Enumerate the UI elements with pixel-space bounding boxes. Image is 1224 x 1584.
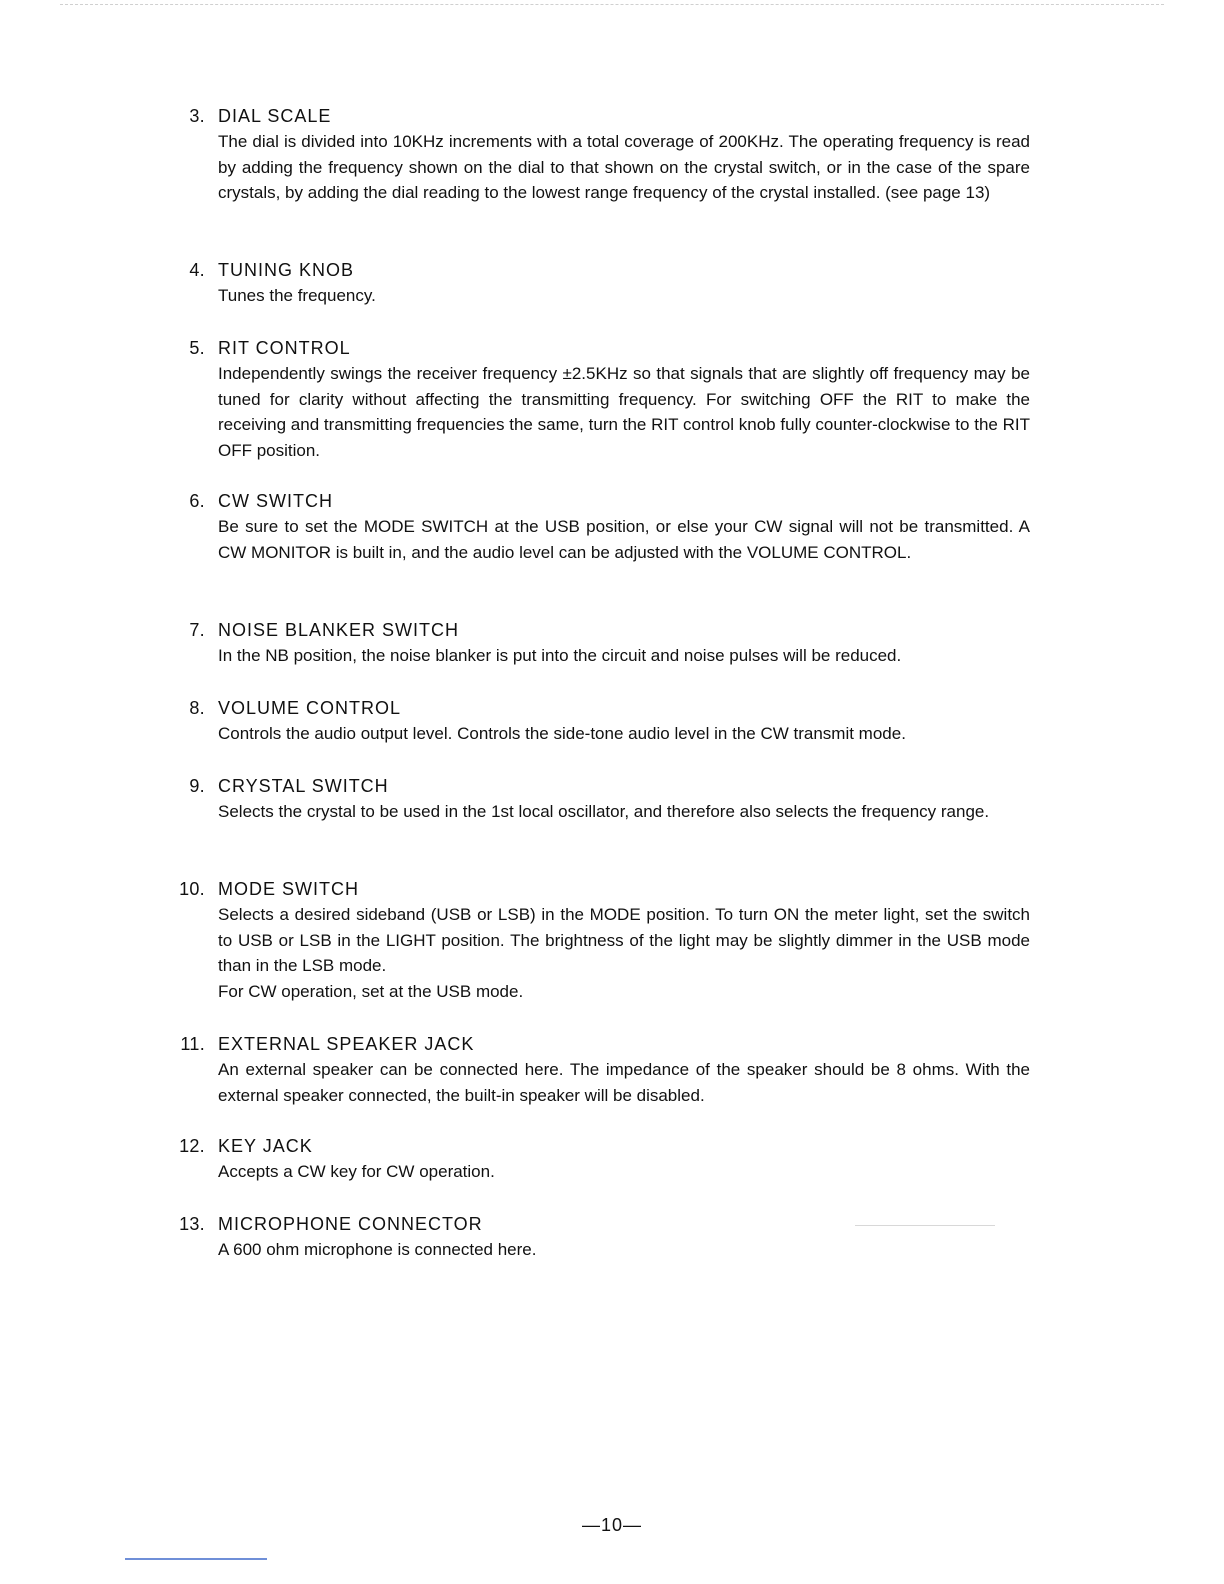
section-body xyxy=(218,514,1030,565)
section-body xyxy=(218,799,1030,825)
section-title: RIT CONTROL xyxy=(218,338,351,358)
bottom-highlight-rule xyxy=(125,1558,267,1560)
section-title: NOISE BLANKER SWITCH xyxy=(218,620,460,640)
section-number: 8. xyxy=(189,698,205,718)
section-number: 5. xyxy=(189,338,205,358)
section-paragraph: In the NB position, the noise blanker is put into the circuit and noise pulses will be reduced. xyxy=(218,646,902,665)
section-body xyxy=(218,129,1030,206)
section-title: VOLUME CONTROL xyxy=(218,698,402,718)
section-number: 12. xyxy=(179,1136,205,1156)
section-number: 11. xyxy=(180,1034,205,1054)
section-paragraph: An external speaker can be connected here. The impedance of the speaker should be 8 ohms. With the external speaker connected, the built-in speaker will be disabled. xyxy=(218,1060,1030,1105)
top-scan-rule xyxy=(60,4,1164,5)
section-title: MODE SWITCH xyxy=(218,879,359,899)
section-title: CW SWITCH xyxy=(218,491,333,511)
section-body xyxy=(218,1237,1030,1263)
section-paragraph: Independently swings the receiver frequency ±2.5KHz so that signals that are slightly off frequency may be tuned for clarity without affecting the transmitting frequency. For switching OFF the RIT to make the receiving and transmitting frequencies the same, turn the RIT control knob fully counter-clockwise to the RIT OFF position. xyxy=(218,364,1030,460)
section-number: 10. xyxy=(179,879,205,899)
section-paragraph: Accepts a CW key for CW operation. xyxy=(218,1162,495,1181)
section-paragraph: Controls the audio output level. Controls the side-tone audio level in the CW transmit mode. xyxy=(218,724,906,743)
section-paragraph: Selects the crystal to be used in the 1st local oscillator, and therefore also selects the frequency range. xyxy=(218,802,990,821)
section-paragraph: Be sure to set the MODE SWITCH at the USB position, or else your CW signal will not be transmitted. A CW MONITOR is built in, and the audio level can be adjusted with the VOLUME CONTROL. xyxy=(218,517,1030,562)
section-number: 7. xyxy=(189,620,205,640)
section-title: KEY JACK xyxy=(218,1136,313,1156)
section-paragraph: Selects a desired sideband (USB or LSB) in the MODE position. To turn ON the meter light, set the switch to USB or LSB in the LIGHT position. The brightness of the light may be slightly dimmer in the USB mode than in the LSB mode. xyxy=(218,905,1030,976)
section-paragraph: For CW operation, set at the USB mode. xyxy=(218,981,524,1001)
section-number: 13. xyxy=(179,1214,205,1234)
section-body xyxy=(218,902,1030,1004)
section-body xyxy=(218,283,1030,309)
section-number: 4. xyxy=(189,260,205,280)
section-body xyxy=(218,361,1030,463)
section-paragraph: A 600 ohm microphone is connected here. xyxy=(218,1240,537,1259)
section-title: MICROPHONE CONNECTOR xyxy=(218,1214,483,1234)
section-paragraph: The dial is divided into 10KHz increments with a total coverage of 200KHz. The operating frequency is read by adding the frequency shown on the dial to that shown on the crystal switch, or in the case of the spare crystals, by adding the dial reading to the lowest range frequency of the crystal installed. (see page 13) xyxy=(218,132,1030,203)
faint-scan-rule xyxy=(855,1225,995,1226)
section-number: 3. xyxy=(189,106,205,126)
section-body xyxy=(218,643,1030,669)
section-number: 6. xyxy=(189,491,205,511)
section-paragraph: Tunes the frequency. xyxy=(218,286,376,305)
section-title: DIAL SCALE xyxy=(218,106,332,126)
section-title: CRYSTAL SWITCH xyxy=(218,776,389,796)
section-number: 9. xyxy=(189,776,205,796)
section-title: EXTERNAL SPEAKER JACK xyxy=(218,1034,475,1054)
section-body xyxy=(218,1159,1030,1185)
page-number: —10— xyxy=(581,1515,643,1535)
section-body xyxy=(218,1057,1030,1108)
section-body xyxy=(218,721,1030,747)
section-title: TUNING KNOB xyxy=(218,260,355,280)
